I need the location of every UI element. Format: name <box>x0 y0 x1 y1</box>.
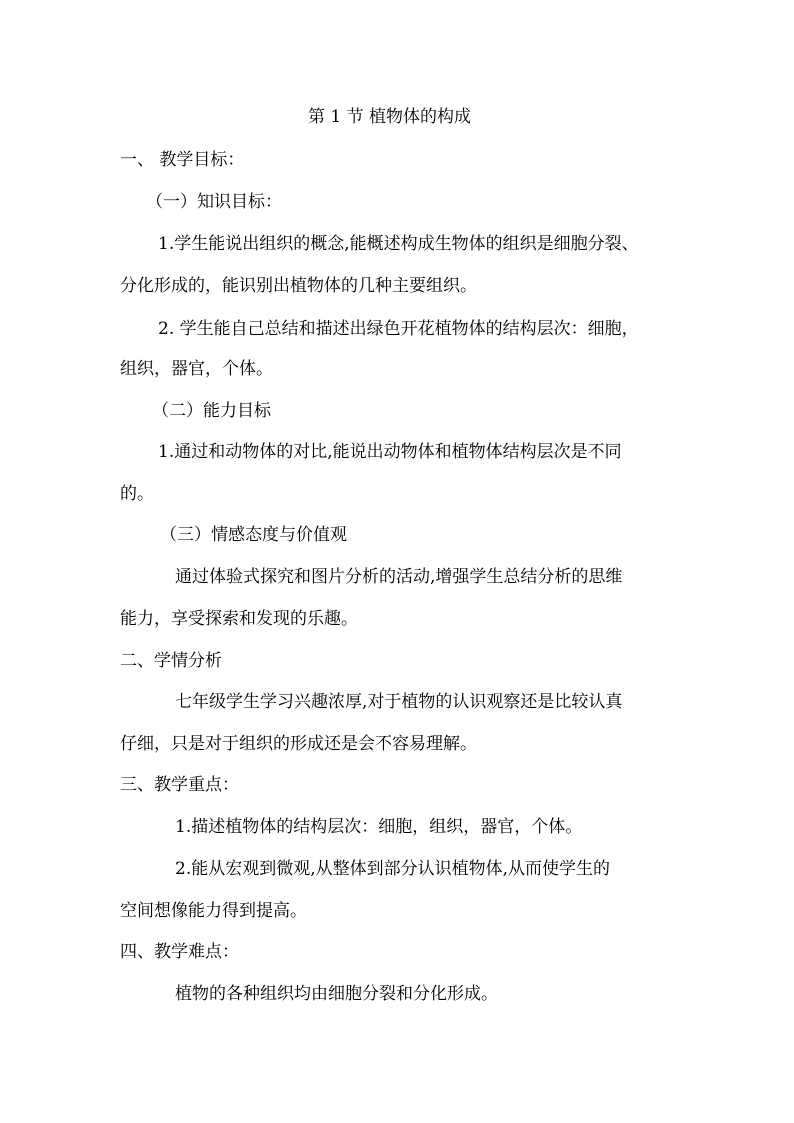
knowledge-goals-heading: （一）知识目标： <box>146 192 282 212</box>
knowledge-item-2-line-2: 组织，器官，个体。 <box>120 359 273 379</box>
knowledge-item-2-line-1: 2. 学生能自己总结和描述出绿色开花植物体的结构层次：细胞， <box>158 319 639 339</box>
analysis-line-2: 仔细，只是对于组织的形成还是会不容易理解。 <box>120 734 477 754</box>
ability-item-1-line-1: 1.通过和动物体的对比,能说出动物体和植物体结构层次是不同 <box>158 442 622 462</box>
key-point-item-2-line-2: 空间想像能力得到提高。 <box>120 901 307 921</box>
emotion-text-line-2: 能力，享受探索和发现的乐趣。 <box>120 609 358 629</box>
section-4-heading: 四、教学难点： <box>120 942 239 962</box>
section-3-heading: 三、教学重点： <box>120 775 239 795</box>
knowledge-item-1-line-2: 分化形成的，能识别出植物体的几种主要组织。 <box>120 276 477 296</box>
ability-item-1-line-2: 的。 <box>120 484 154 504</box>
emotion-goals-heading: （三）情感态度与价值观 <box>160 525 347 545</box>
document-title: 第 1 节 植物体的构成 <box>308 107 472 127</box>
key-point-item-2-line-1: 2.能从宏观到微观,从整体到部分认识植物体,从而使学生的 <box>175 859 611 879</box>
ability-goals-heading: （二）能力目标 <box>152 401 271 421</box>
key-point-item-1: 1.描述植物体的结构层次：细胞，组织，器官，个体。 <box>175 817 583 837</box>
section-1-heading: 一、 教学目标： <box>120 150 245 170</box>
section-2-heading: 二、学情分析 <box>120 651 222 671</box>
difficulty-text: 植物的各种组织均由细胞分裂和分化形成。 <box>175 984 498 1004</box>
analysis-line-1: 七年级学生学习兴趣浓厚,对于植物的认识观察还是比较认真 <box>175 692 623 712</box>
emotion-text-line-1: 通过体验式探究和图片分析的活动,增强学生总结分析的思维 <box>175 567 623 587</box>
knowledge-item-1-line-1: 1.学生能说出组织的概念,能概述构成生物体的组织是细胞分裂、 <box>158 234 639 254</box>
